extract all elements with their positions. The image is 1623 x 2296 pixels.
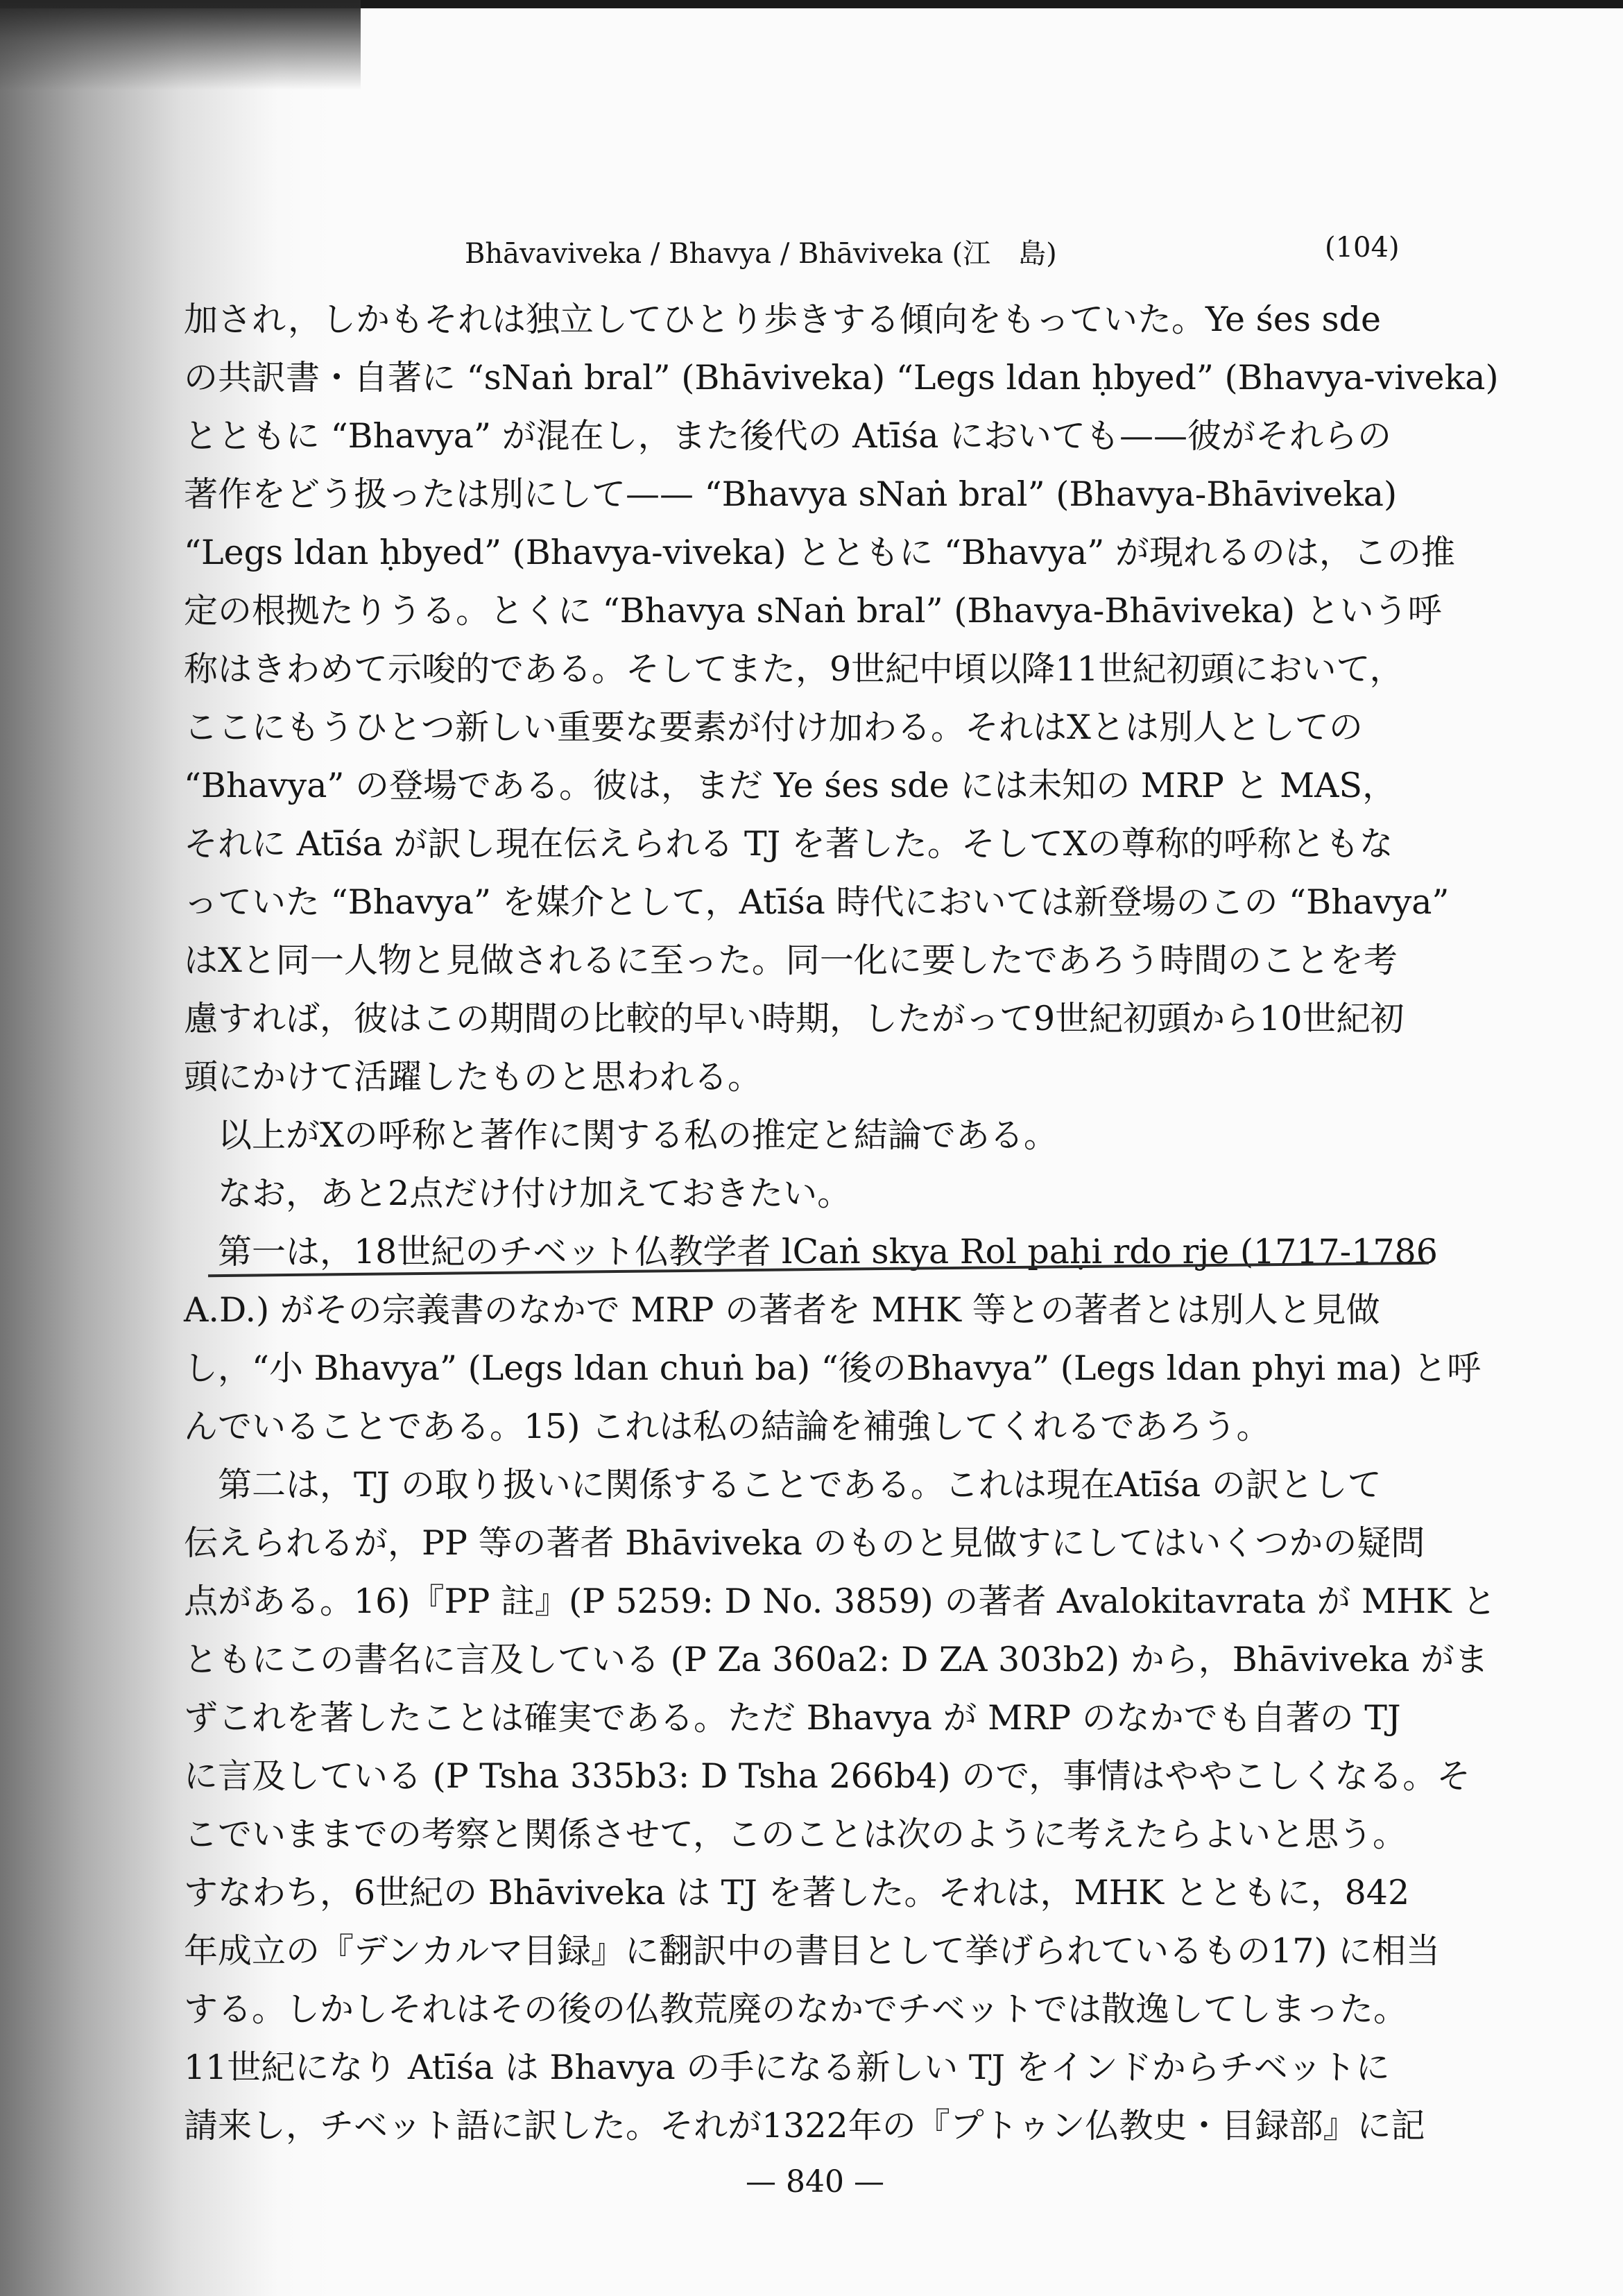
text-line: 請来し，チベット語に訳した。それが1322年の『プトゥン仏教史・目録部』に記	[184, 2106, 1425, 2145]
text-line: 第二は，TJ の取り扱いに関係することである。これは現在Atīśa の訳として	[184, 1465, 1382, 1505]
text-line: はXと同一人物と見做されるに至った。同一化に要したであろう時間のことを考	[184, 941, 1398, 980]
text-line: ここにもうひとつ新しい重要な要素が付け加わる。それはXとは別人としての	[184, 708, 1363, 747]
text-line: A.D.) がその宗義書のなかで MRP の著者を MHK 等との著者とは別人と見做	[184, 1290, 1380, 1330]
text-line: し，“小 Bhavya” (Legs ldan chuṅ ba) “後のBhavya” (Legs ldan phyi ma) と呼	[184, 1348, 1482, 1388]
text-line: っていた “Bhavya” を媒介として，Atīśa 時代においては新登場のこの “Bhavya”	[184, 882, 1450, 922]
text-line: ともにこの書名に言及している (P Za 360a2: D ZA 303b2) から，Bhāviveka がま	[184, 1640, 1488, 1679]
text-line: 伝えられるが，PP 等の著者 Bhāviveka のものと見做すにしてはいくつかの疑問	[184, 1523, 1425, 1563]
text-line: すなわち，6世紀の Bhāviveka は TJ を著した。それは，MHK とともに，842	[184, 1873, 1410, 1912]
text-line: ずこれを著したことは確実である。ただ Bhavya が MRP のなかでも自著の TJ	[184, 1698, 1401, 1738]
page-folio: — 840 —	[746, 2164, 884, 2200]
text-line: 点がある。16)『PP 註』(P 5259: D No. 3859) の著者 Avalokitavrata が MHK と	[184, 1582, 1497, 1621]
text-line: なお，あと2点だけ付け加えておきたい。	[184, 1174, 852, 1213]
page-number-top: (104)	[1325, 232, 1400, 264]
text-line: それに Atīśa が訳し現在伝えられる TJ を著した。そしてXの尊称的呼称ともな	[184, 824, 1393, 864]
text-line: 慮すれば，彼はこの期間の比較的早い時期，したがって9世紀初頭から10世紀初	[184, 999, 1405, 1038]
text-line: 加され，しかもそれは独立してひとり歩きする傾向をもっていた。Ye śes sde	[184, 300, 1381, 339]
text-line: “Bhavya” の登場である。彼は，まだ Ye śes sde には未知の MRP と MAS，	[184, 766, 1397, 805]
text-line: こでいままでの考察と関係させて，このことは次のように考えたらよいと思う。	[184, 1815, 1407, 1854]
text-line: 著作をどう扱ったは別にして—— “Bhavya sNaṅ bral” (Bhavya-Bhāviveka)	[184, 474, 1398, 514]
text-line: する。しかしそれはその後の仏教荒廃のなかでチベットでは散逸してしまった。	[184, 1989, 1408, 2029]
text-line: 第一は，18世紀のチベット仏教学者 lCaṅ skya Rol paḥi rdo rje (1717-1786	[184, 1232, 1438, 1271]
running-title: Bhāvaviveka / Bhavya / Bhāviveka (江 島)	[465, 238, 1057, 270]
text-line: 頭にかけて活躍したものと思われる。	[184, 1057, 762, 1097]
text-line: 年成立の『デンカルマ目録』に翻訳中の書目として挙げられているもの17) に相当	[184, 1931, 1441, 1971]
text-line: とともに “Bhavya” が混在し，また後代の Atīśa においても——彼がそれらの	[184, 416, 1392, 456]
text-line: 称はきわめて示唆的である。そしてまた，9世紀中頃以降11世紀初頭において，	[184, 649, 1404, 689]
text-line: んでいることである。15) これは私の結論を補強してくれるであろう。	[184, 1407, 1271, 1446]
scan-corner-shadow	[0, 0, 361, 90]
text-line: に言及している (P Tsha 335b3: D Tsha 266b4) ので，事情はややこしくなる。そ	[184, 1756, 1471, 1796]
text-line: 11世紀になり Atīśa は Bhavya の手になる新しい TJ をインドからチベットに	[184, 2048, 1390, 2087]
text-line: “Legs ldan ḥbyed” (Bhavya-viveka) とともに “Bhavya” が現れるのは，この推	[184, 533, 1455, 572]
text-line: の共訳書・自著に “sNaṅ bral” (Bhāviveka) “Legs ldan ḥbyed” (Bhavya-viveka)	[184, 358, 1499, 397]
text-line: 以上がXの呼称と著作に関する私の推定と結論である。	[184, 1115, 1058, 1155]
text-line: 定の根拠たりうる。とくに “Bhavya sNaṅ bral” (Bhavya-Bhāviveka) という呼	[184, 591, 1442, 631]
